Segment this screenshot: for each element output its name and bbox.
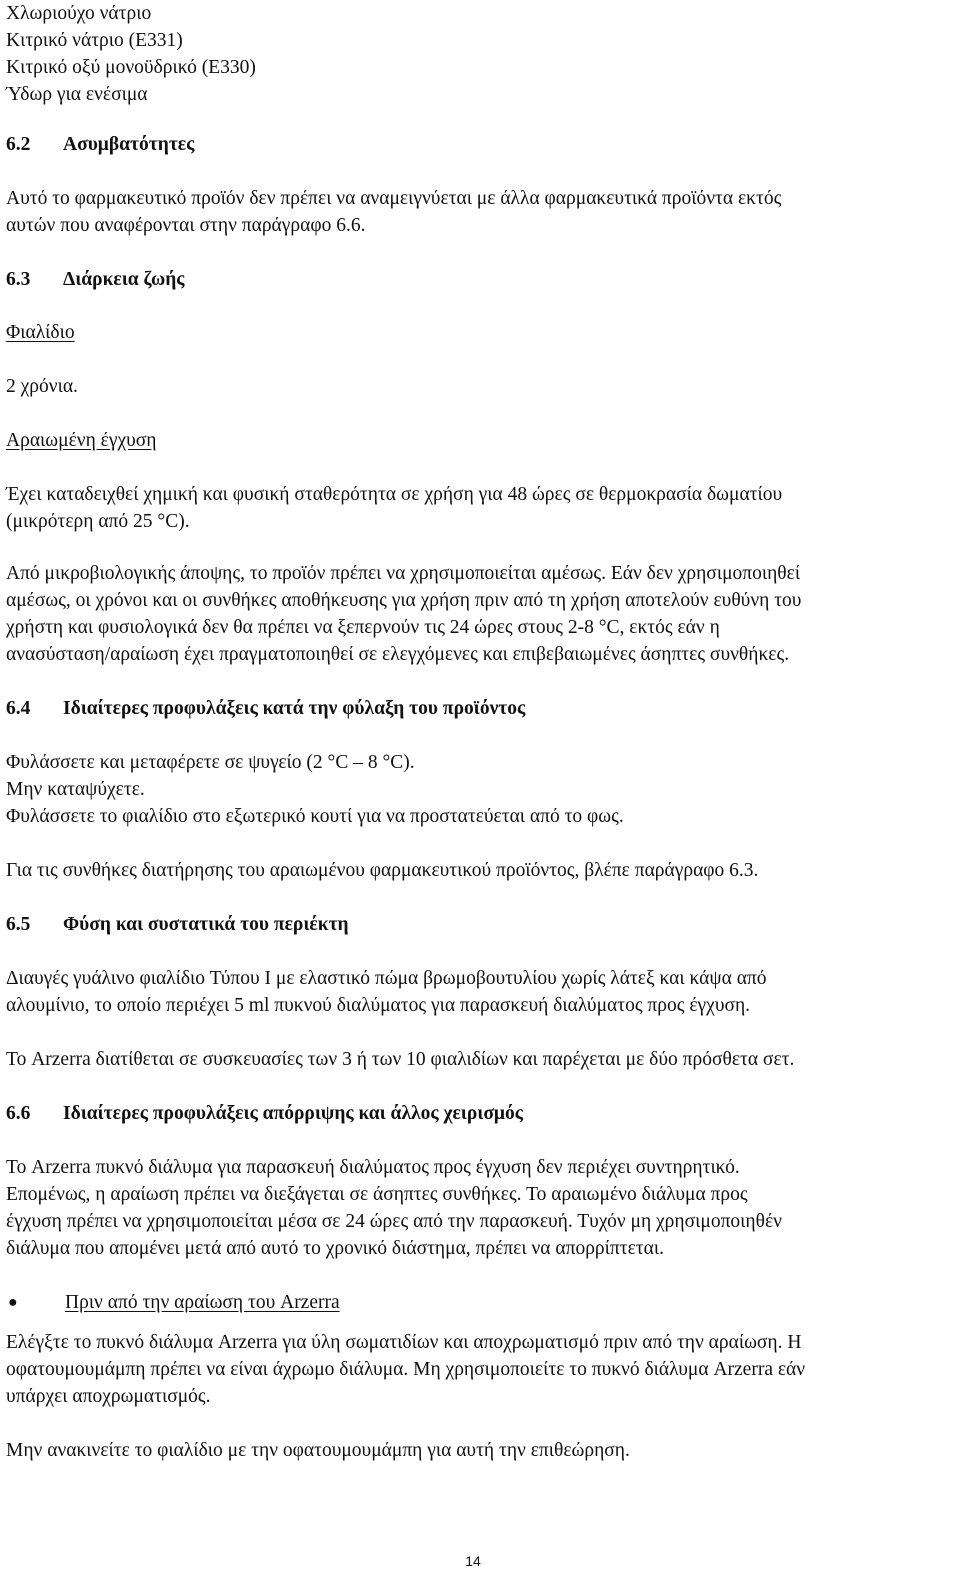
section-title: Φύση και συστατικά του περιέκτη bbox=[63, 914, 349, 935]
paragraph-line: (μικρότερη από 25 °C). bbox=[6, 511, 190, 532]
handling-text bbox=[6, 1154, 782, 1262]
section-number: 6.2 bbox=[6, 134, 31, 155]
section-6-2-text bbox=[6, 185, 922, 239]
pack-sizes: Το Arzerra διατίθεται σε συσκευασίες των 3 ή των 10 φιαλιδίων και παρέχεται με δύο πρόσθετα σετ. bbox=[6, 1049, 795, 1070]
storage-reference: Για τις συνθήκες διατήρησης του αραιωμένου φαρμακευτικού προϊόντος, βλέπε παράγραφο 6.3. bbox=[6, 860, 759, 881]
ingredient-item: Κιτρικό νάτριο (E331) bbox=[6, 30, 183, 51]
paragraph-line: αλουμίνιο, το οποίο περιέχει 5 ml πυκνού διαλύματος για παρασκευή διαλύματος προς έγχυση. bbox=[6, 995, 751, 1016]
ingredient-item: Χλωριούχο νάτριο bbox=[6, 3, 152, 24]
ingredient-item: Κιτρικό οξύ μονοϋδρικό (E330) bbox=[6, 57, 256, 78]
paragraph-line: χρήστη και φυσιολογικά δεν θα πρέπει να ξεπερνούν τις 24 ώρες στους 2-8 °C, εκτός εάν η bbox=[6, 617, 720, 638]
bullet-item bbox=[6, 1289, 340, 1316]
container-description bbox=[6, 965, 767, 1019]
paragraph-line: Μην καταψύχετε. bbox=[6, 779, 145, 800]
section-6-5-heading bbox=[6, 911, 349, 938]
section-number: 6.5 bbox=[6, 914, 31, 935]
paragraph-line: Έχει καταδειχθεί χημική και φυσική σταθερότητα σε χρήση για 48 ώρες σε θερμοκρασία δωματίου bbox=[6, 484, 783, 505]
do-not-shake-text: Μην ανακινείτε το φιαλίδιο με την οφατουμουμάμπη για αυτή την επιθεώρηση. bbox=[6, 1440, 630, 1461]
paragraph-line: Φυλάσσετε και μεταφέρετε σε ψυγείο (2 °C – 8 °C). bbox=[6, 752, 415, 773]
section-number: 6.3 bbox=[6, 269, 31, 290]
vial-subheading: Φιαλίδιο bbox=[6, 322, 75, 343]
ingredient-item: Ύδωρ για ενέσιμα bbox=[6, 84, 148, 105]
paragraph-line: ανασύσταση/αραίωση έχει πραγματοποιηθεί σε ελεγχόμενες και επιβεβαιωμένες άσηπτες συνθήκες. bbox=[6, 644, 790, 665]
paragraph-line: Διαυγές γυάλινο φιαλίδιο Τύπου I με ελαστικό πώμα βρωμοβουτυλίου χωρίς λάτεξ και κάψα από bbox=[6, 968, 767, 989]
bullet-heading: Πριν από την αραίωση του Arzerra bbox=[65, 1292, 340, 1313]
section-title: Ασυμβατότητες bbox=[63, 134, 195, 155]
paragraph-line: υπάρχει αποχρωματισμός. bbox=[6, 1386, 211, 1407]
diluted-stability-text bbox=[6, 481, 782, 535]
paragraph-line: έγχυση πρέπει να χρησιμοποιείται μέσα σε 24 ώρες από την παρασκευή. Τυχόν μη χρησιμοποιηθέν bbox=[6, 1211, 782, 1232]
microbiology-text bbox=[6, 560, 801, 668]
section-title: Διάρκεια ζωής bbox=[63, 269, 185, 290]
storage-instructions bbox=[6, 749, 624, 830]
section-6-4-heading bbox=[6, 695, 525, 722]
paragraph-line: Επομένως, η αραίωση πρέπει να διεξάγεται σε άσηπτες συνθήκες. Το αραιωμένο διάλυμα προς bbox=[6, 1184, 748, 1205]
paragraph-line: Αυτό το φαρμακευτικό προϊόν δεν πρέπει να αναμειγνύεται με άλλα φαρμακευτικά προϊόντα εκτός bbox=[6, 188, 782, 209]
paragraph-line: οφατουμουμάμπη πρέπει να είναι άχρωμο διάλυμα. Μη χρησιμοποιείτε το πυκνό διάλυμα Arzerra εάν bbox=[6, 1359, 806, 1380]
paragraph-line: αυτών που αναφέρονται στην παράγραφο 6.6. bbox=[6, 215, 366, 236]
paragraph-line: Φυλάσσετε το φιαλίδιο στο εξωτερικό κουτί για να προστατεύεται από το φως. bbox=[6, 806, 624, 827]
section-number: 6.4 bbox=[6, 698, 31, 719]
paragraph-line: διάλυμα που απομένει μετά από αυτό το χρονικό διάστημα, πρέπει να απορρίπτεται. bbox=[6, 1238, 664, 1259]
paragraph-line: αμέσως, οι χρόνοι και οι συνθήκες αποθήκευσης για χρήση πριν από τη χρήση αποτελούν ευθύνη του bbox=[6, 590, 802, 611]
paragraph-line: Ελέγξτε το πυκνό διάλυμα Arzerra για ύλη σωματιδίων και αποχρωματισμό πριν από την αραίωση. Η bbox=[6, 1332, 802, 1353]
section-6-3-heading bbox=[6, 266, 185, 293]
section-6-2-heading bbox=[6, 131, 194, 158]
paragraph-line: Από μικροβιολογικής άποψης, το προϊόν πρέπει να χρησιμοποιείται αμέσως. Εάν δεν χρησιμοποιηθεί bbox=[6, 563, 801, 584]
paragraph-line: Το Arzerra πυκνό διάλυμα για παρασκευή διαλύματος προς έγχυση δεν περιέχει συντηρητικό. bbox=[6, 1157, 740, 1178]
section-number: 6.6 bbox=[6, 1103, 31, 1124]
bullet-icon: ● bbox=[8, 1294, 18, 1311]
diluted-subheading: Αραιωμένη έγχυση bbox=[6, 430, 157, 451]
section-title: Ιδιαίτερες προφυλάξεις απόρριψης και άλλος χειρισμός bbox=[63, 1103, 523, 1124]
page-number: 14 bbox=[465, 1553, 481, 1569]
section-6-6-heading bbox=[6, 1100, 523, 1127]
inspection-text bbox=[6, 1329, 805, 1410]
section-title: Ιδιαίτερες προφυλάξεις κατά την φύλαξη του προϊόντος bbox=[63, 698, 526, 719]
vial-shelf-life: 2 χρόνια. bbox=[6, 376, 78, 397]
ingredient-list bbox=[6, 0, 256, 108]
